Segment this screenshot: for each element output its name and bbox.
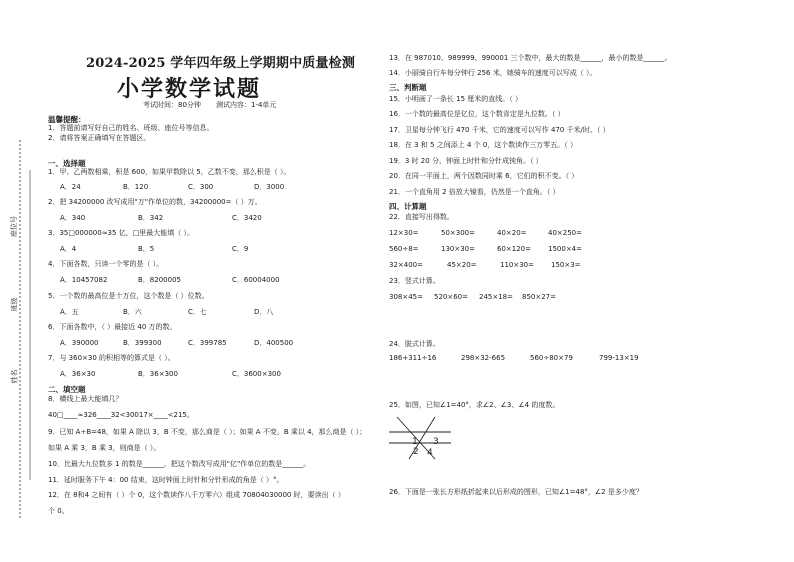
- question-3: 3．35□000000≈35 亿，□里最大能填（ ）。: [48, 229, 195, 237]
- q3-option-b: B．5: [138, 245, 155, 253]
- question-8-line: 40□____≈326____32<30017×____<215。: [48, 411, 194, 419]
- calc-r2-c1: 560÷8=: [389, 245, 419, 253]
- question-15: 15．小明画了一条长 15 厘米的直线。（ ）: [389, 95, 522, 103]
- calc-r2-c2: 130×30=: [441, 245, 475, 253]
- vertical-calc-4: 850×27=: [522, 293, 556, 301]
- exam-time: 考试时间：80分钟: [143, 101, 201, 109]
- seat-label: 座位号: [10, 216, 18, 237]
- q7-option-a: A．36×30: [60, 370, 96, 378]
- question-25: 25．如图，已知∠1=40°，求∠2、∠3、∠4 的度数。: [389, 401, 560, 409]
- calc-r2-c4: 1500×4=: [548, 245, 582, 253]
- q4-option-b: B．8200005: [138, 276, 181, 284]
- question-4: 4．下面各数，只读一个零的是（ ）。: [48, 260, 164, 268]
- q6-option-d: D．400500: [254, 339, 294, 347]
- question-7: 7．与 360×30 的积相等的算式是（ ）。: [48, 354, 175, 362]
- class-label: 班级: [10, 297, 19, 312]
- question-18: 18．在 3 和 5 之间添上 4 个 0，这个数读作三万零五。（ ）: [389, 141, 578, 149]
- angle-diagram: [389, 413, 459, 463]
- question-22: 22．直接写出得数。: [389, 213, 454, 221]
- q4-option-a: A．10457082: [60, 276, 108, 284]
- q2-option-b: B．342: [138, 214, 164, 222]
- name-label: 姓名: [10, 369, 19, 384]
- calc-r3-c4: 150×3=: [551, 261, 581, 269]
- angle-label-4: 4: [427, 448, 433, 458]
- q5-option-b: B．六: [123, 308, 142, 316]
- question-13: 13．在 987010、989999、990001 三个数中，最大的数是______，最小的数是______。: [389, 54, 672, 62]
- exam-title: 2024-2025 学年四年级上学期期中质量检测: [86, 56, 356, 71]
- question-23: 23．竖式计算。: [389, 277, 440, 285]
- q7-option-b: B．36×300: [138, 370, 178, 378]
- angle-label-1: 1: [412, 437, 418, 447]
- q3-option-a: A．4: [60, 245, 77, 253]
- question-5: 5．一个数的最高位是十万位，这个数是（ ）位数。: [48, 292, 209, 300]
- question-21: 21．一个直角用 2 倍放大镜看，仍然是一个直角。（ ）: [389, 188, 560, 196]
- question-11: 11．延时服务下午 4：00 结束，这时钟面上时针和分针形成的角是（ ）°。: [48, 476, 284, 484]
- q5-option-a: A．五: [60, 308, 79, 316]
- mixed-calc-1: 186+311÷16: [389, 354, 437, 362]
- section3-heading: 三、判断题: [389, 83, 427, 92]
- notice-item-1: 1．答题前请写好自己的姓名、班级、座位号等信息。: [48, 124, 214, 132]
- angle-label-2: 2: [413, 447, 419, 457]
- question-9-part-1: 9．已知 A÷B=48，如果 A 除以 3，B 不变，那么商是（ ）；如果 A 不变，B 乘以 4，那么商是（ ）；: [48, 428, 367, 436]
- q2-option-c: C．3420: [232, 214, 262, 222]
- question-9-part-2: 如果 A 乘 3，B 乘 3，则商是（ ）。: [48, 444, 161, 452]
- section2-heading: 二、填空题: [48, 385, 86, 394]
- exam-subtitle: 小学数学试题: [117, 76, 262, 102]
- notice-item-2: 2．请将答案正确填写在答题区。: [48, 134, 151, 142]
- q7-option-c: C．3600×300: [232, 370, 281, 378]
- section1-heading: 一、选择题: [48, 159, 86, 168]
- mixed-calc-2: 298×32-665: [461, 354, 506, 362]
- question-17: 17．卫星每分钟飞行 470 千米，它的速度可以写作 470 千米/时。（ ）: [389, 126, 610, 134]
- exam-content: 测试内容：1-4单元: [216, 101, 277, 109]
- notice-heading: 温馨提醒：: [48, 115, 86, 124]
- q1-option-c: C．300: [188, 183, 214, 191]
- q6-option-a: A．390000: [60, 339, 99, 347]
- calc-r1-c4: 40×250=: [548, 229, 582, 237]
- binding-dotted-line: [0, 0, 45, 562]
- q4-option-c: C．60004000: [232, 276, 280, 284]
- calc-r1-c3: 40×20=: [497, 229, 527, 237]
- calc-r1-c1: 12×30=: [389, 229, 419, 237]
- question-12-part-1: 12．在 8和4 之间有（ ）个 0，这个数读作八千万零六）组成 70804030000 时，要读出（ ）: [48, 491, 345, 499]
- mixed-calc-3: 560÷80×79: [530, 354, 573, 362]
- calc-r3-c2: 45×20=: [447, 261, 477, 269]
- q1-option-d: D．3000: [254, 183, 285, 191]
- q5-option-c: C．七: [188, 308, 207, 316]
- question-1: 1．甲、乙两数相乘，积是 600，如果甲数除以 5，乙数不变，那么积是（ ）。: [48, 168, 291, 176]
- question-19: 19．3 时 20 分，钟面上时针和分针成钝角。（ ）: [389, 157, 543, 165]
- q3-option-c: C．9: [232, 245, 249, 253]
- q6-option-c: C．399785: [188, 339, 227, 347]
- question-6: 6．下面各数中，（ ）最接近 40 万的数。: [48, 323, 177, 331]
- calc-r3-c1: 32×400=: [389, 261, 423, 269]
- question-24: 24．脱式计算。: [389, 340, 440, 348]
- q2-option-a: A．340: [60, 214, 86, 222]
- calc-r1-c2: 50×300=: [441, 229, 475, 237]
- vertical-calc-3: 245×18=: [479, 293, 513, 301]
- section4-heading: 四、计算题: [389, 202, 427, 211]
- question-14: 14．小丽骑自行车每分钟行 256 米，她骑车的速度可以写成（ ）。: [389, 69, 597, 77]
- q1-option-a: A．24: [60, 183, 81, 191]
- calc-r3-c3: 110×30=: [500, 261, 534, 269]
- question-16: 16．一个数的最高位是亿位，这个数肯定是九位数。（ ）: [389, 110, 565, 118]
- q6-option-b: B．399300: [123, 339, 162, 347]
- q1-option-b: B．120: [123, 183, 149, 191]
- binding-margin: [0, 0, 45, 562]
- q5-option-d: D．八: [254, 308, 274, 316]
- vertical-calc-1: 308×45=: [389, 293, 423, 301]
- angle-label-3: 3: [433, 437, 439, 447]
- question-2: 2．把 34200000 改写成用"万"作单位的数，34200000=（ ）万。: [48, 198, 262, 206]
- question-26: 26．下面是一张长方形纸折起来以后形成的图形，已知∠1=48°，∠2 是多少度？: [389, 488, 643, 496]
- question-20: 20．在同一平面上，两个因数同时乘 6，它们的积不变。（ ）: [389, 172, 579, 180]
- question-8: 8．横线上最大能填几？: [48, 395, 123, 403]
- question-10: 10．比最大九位数多 1 的数是______，把这个数改写成用"亿"作单位的数是______。: [48, 460, 311, 468]
- question-12-part-2: 个 0。: [48, 507, 69, 515]
- calc-r2-c3: 60×120=: [497, 245, 531, 253]
- mixed-calc-4: 799-13×19: [599, 354, 639, 362]
- vertical-calc-2: 520×60=: [434, 293, 468, 301]
